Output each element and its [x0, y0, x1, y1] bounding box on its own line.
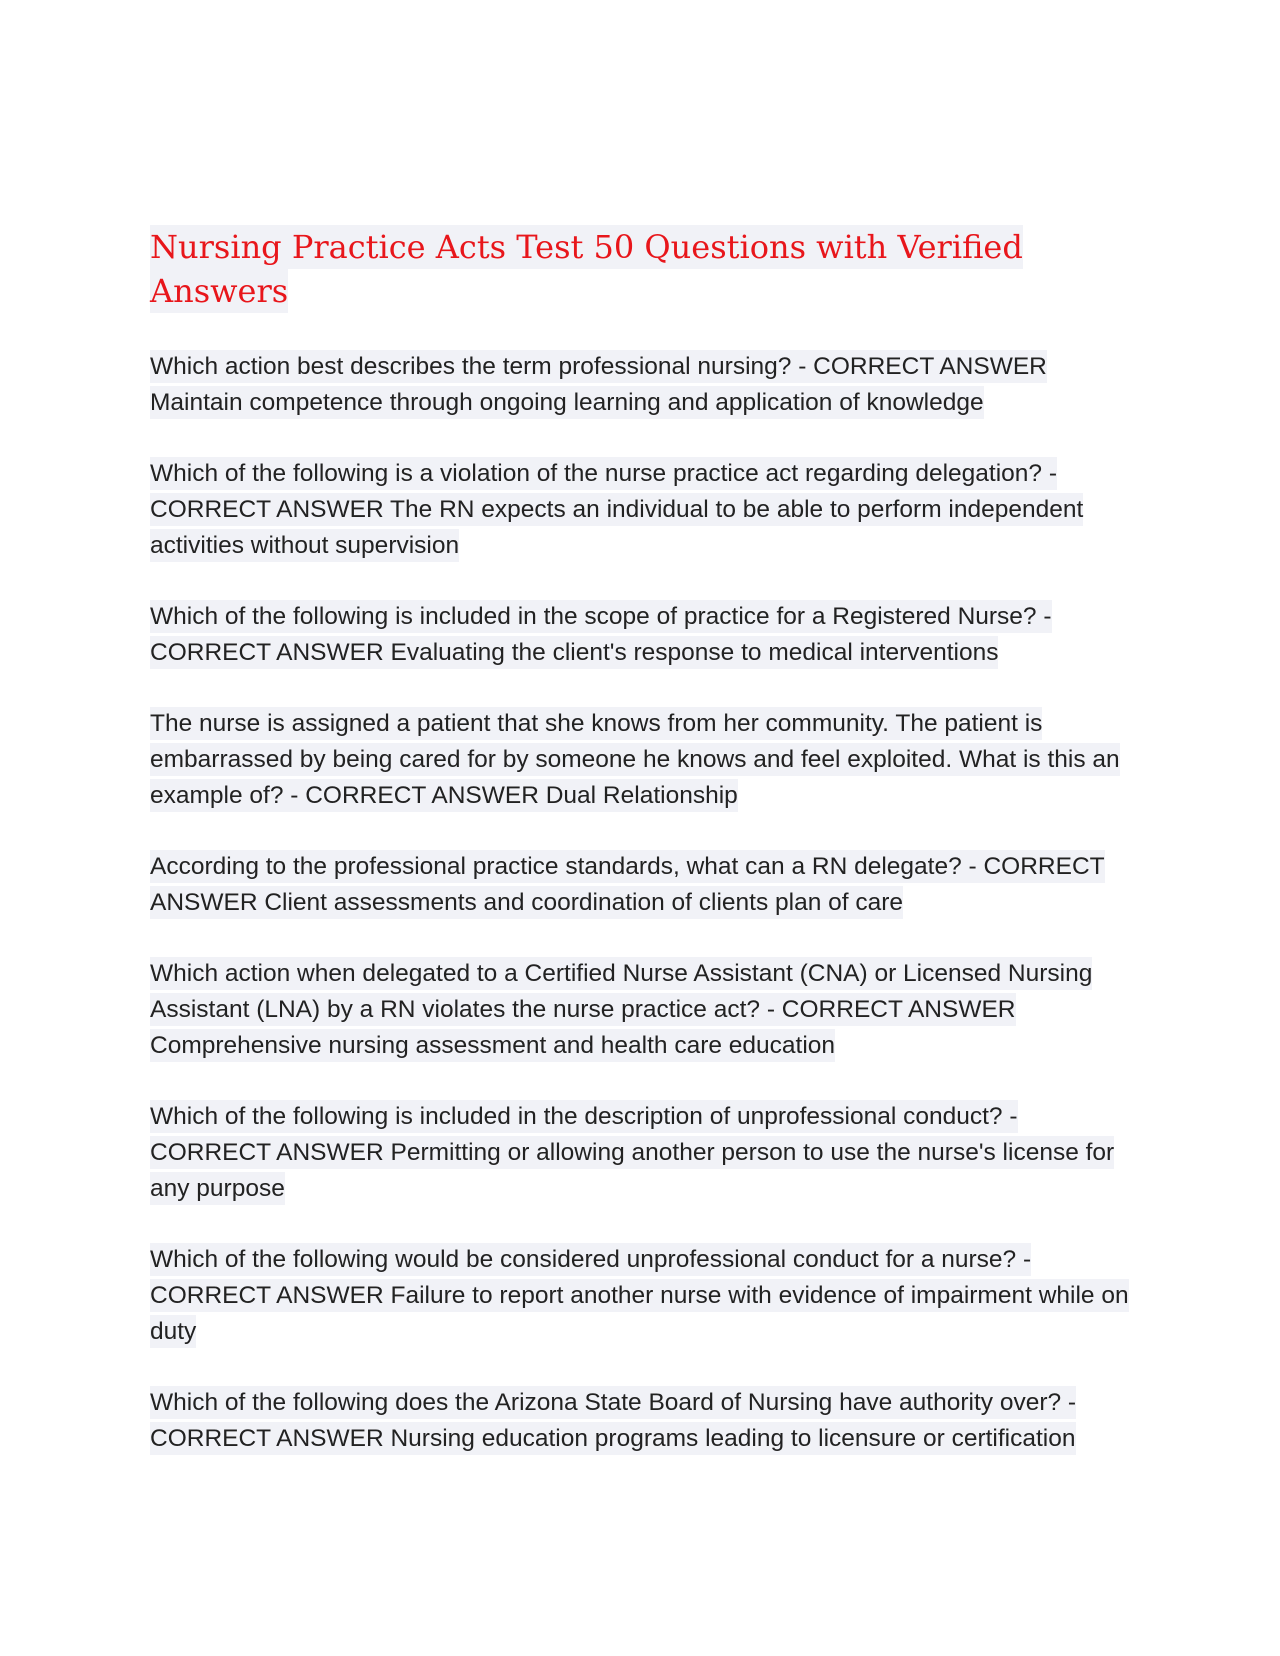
qa-item-text: Which action when delegated to a Certified Nurse Assistant (CNA) or Licensed Nursing Assistant (LNA) by a RN violates the nurse practice act? - CORRECT ANSWER Comprehensive nursing assessment and health care education	[150, 957, 1092, 1062]
qa-item-2	[150, 456, 1140, 564]
qa-item-text: Which of the following does the Arizona State Board of Nursing have authority over? - CORRECT ANSWER Nursing education programs leading to licensure or certification	[150, 1386, 1076, 1455]
qa-item-text: Which action best describes the term professional nursing? - CORRECT ANSWER Maintain competence through ongoing learning and application of knowledge	[150, 350, 1047, 419]
qa-item-text: According to the professional practice standards, what can a RN delegate? - CORRECT ANSWER Client assessments and coordination of clients plan of care	[150, 850, 1105, 919]
qa-item-7	[150, 1099, 1140, 1207]
qa-item-text: Which of the following is included in the scope of practice for a Registered Nurse? - CORRECT ANSWER Evaluating the client's response to medical interventions	[150, 600, 1052, 669]
qa-item-5	[150, 849, 1140, 921]
document-page	[150, 225, 1140, 1492]
qa-item-8	[150, 1242, 1140, 1350]
document-title-text: Nursing Practice Acts Test 50 Questions with Verified Answers	[150, 225, 1023, 313]
qa-item-6	[150, 956, 1140, 1064]
qa-item-9	[150, 1385, 1140, 1457]
qa-item-text: Which of the following would be considered unprofessional conduct for a nurse? - CORRECT ANSWER Failure to report another nurse with evidence of impairment while on duty	[150, 1243, 1129, 1348]
qa-item-text: Which of the following is a violation of the nurse practice act regarding delegation? - CORRECT ANSWER The RN expects an individual to be able to perform independent activities without supervision	[150, 457, 1083, 562]
qa-item-text: Which of the following is included in the description of unprofessional conduct? - CORRECT ANSWER Permitting or allowing another person to use the nurse's license for any purpose	[150, 1100, 1114, 1205]
qa-item-4	[150, 706, 1140, 814]
qa-item-1	[150, 349, 1140, 421]
qa-item-3	[150, 599, 1140, 671]
qa-item-text: The nurse is assigned a patient that she knows from her community. The patient is embarrassed by being cared for by someone he knows and feel exploited. What is this an example of? - CORRECT ANSWER Dual Relationship	[150, 707, 1120, 812]
document-title	[150, 225, 1050, 313]
